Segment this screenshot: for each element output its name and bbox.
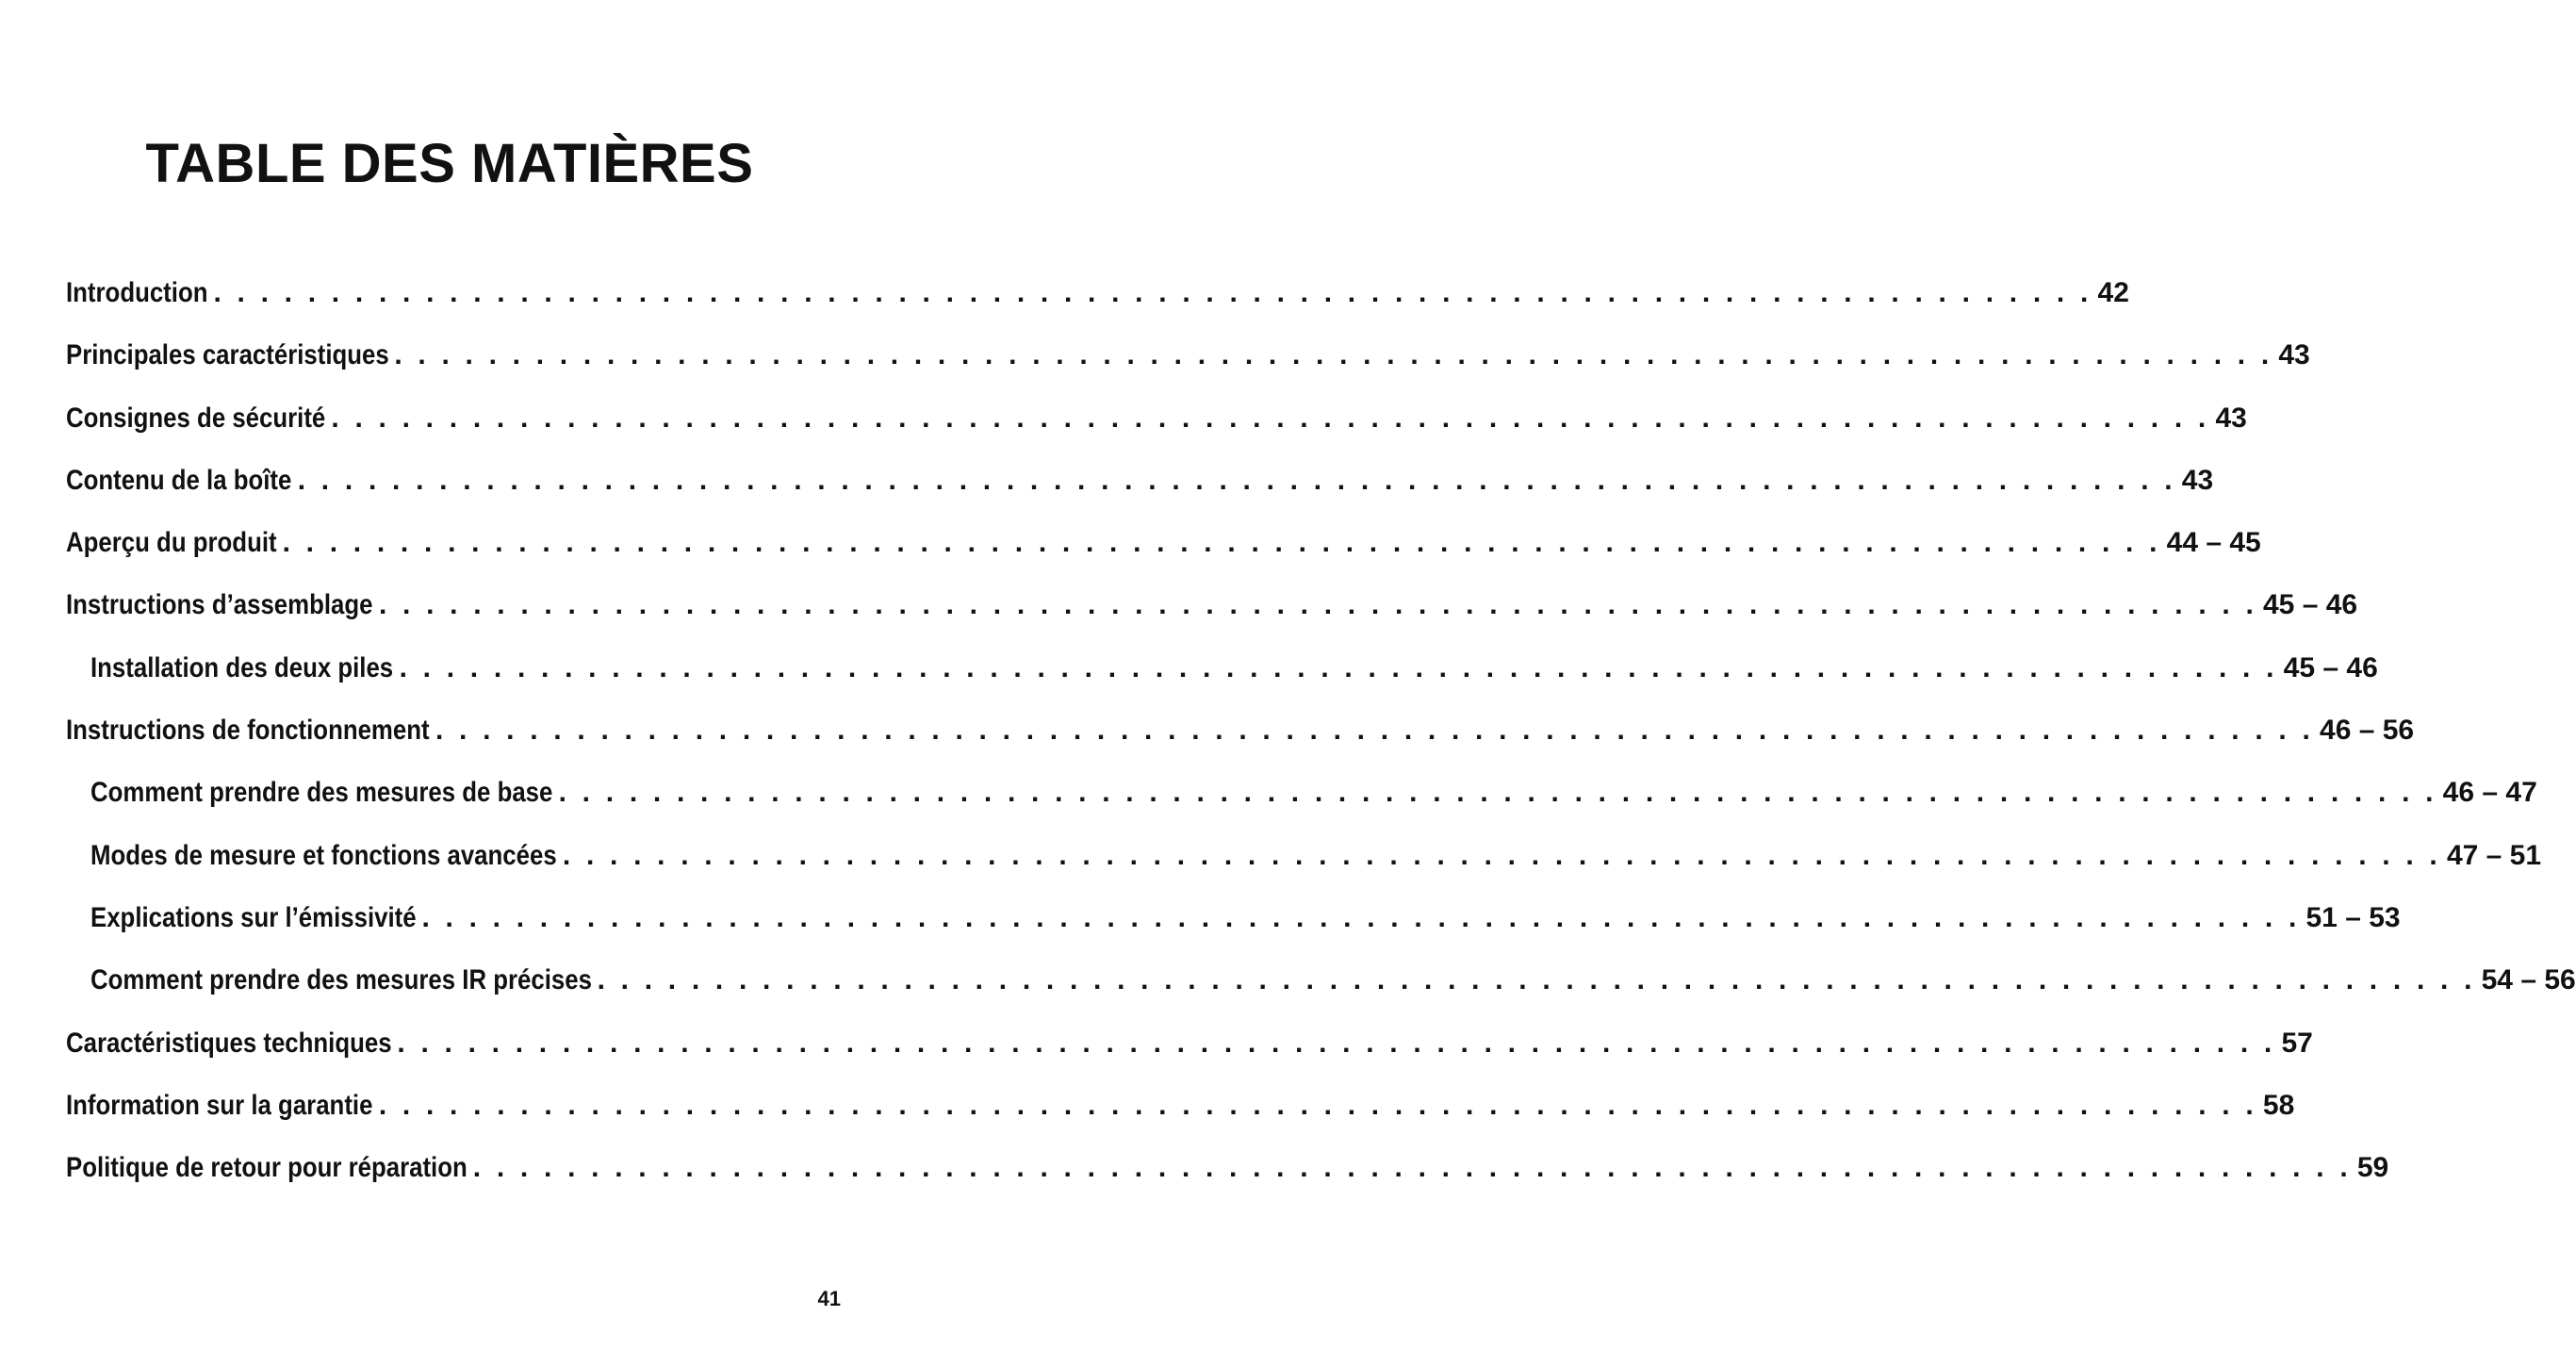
toc-entry-pages: 45 – 46: [2263, 589, 2358, 621]
toc-entry-label: Information sur la garantie: [66, 1089, 373, 1121]
dot-leader: . . . . . . . . . . . . . . . . . . . . . . . . . . . . . . . . . . . . . . . . . . . . . . . . . . . . . . . . . . . . . . . . . . . . . . . . . . . . . . . .: [558, 777, 2437, 809]
dot-leader: . . . . . . . . . . . . . . . . . . . . . . . . . . . . . . . . . . . . . . . . . . . . . . . . . . . . . . . . . . . . . . . . . . . . . . . . . . . . . . . .: [421, 901, 2301, 933]
toc-entry-label: Introduction: [66, 277, 208, 308]
toc-entry-label: Instructions d’assemblage: [66, 589, 373, 621]
dot-leader: . . . . . . . . . . . . . . . . . . . . . . . . . . . . . . . . . . . . . . . . . . . . . . . . . . . . . . . . . . . . . . . . . . . . . . . . . . . . . . . .: [394, 339, 2273, 371]
toc-entry-label: Aperçu du produit: [66, 527, 277, 559]
toc-entry-pages: 58: [2262, 1089, 2295, 1121]
toc-entry-pages: 45 – 46: [2283, 651, 2378, 683]
toc-entry[interactable]: [66, 402, 2247, 465]
toc-entry-label: Instructions de fonctionnement: [66, 715, 430, 747]
toc-entry-label: Comment prendre des mesures de base: [90, 777, 553, 809]
toc-entry-pages: 44 – 45: [2166, 527, 2261, 559]
toc-entry-pages: 43: [2278, 339, 2310, 371]
toc-entry-pages: 57: [2281, 1027, 2313, 1059]
toc-entry[interactable]: [66, 1152, 2389, 1214]
toc-entry-label: Explications sur l’émissivité: [90, 901, 417, 933]
toc-entry[interactable]: [66, 464, 2214, 527]
toc-entry-pages: 42: [2097, 277, 2129, 308]
toc-entry-pages: 46 – 56: [2320, 715, 2415, 747]
toc-entry-pages: 59: [2356, 1152, 2389, 1184]
toc-entry-label: Contenu de la boîte: [66, 464, 292, 496]
toc-entry[interactable]: [66, 715, 2415, 777]
toc-entry-pages: 43: [2181, 464, 2214, 496]
toc-entry[interactable]: [66, 277, 2129, 339]
toc-entry[interactable]: [66, 339, 2310, 402]
toc-entry[interactable]: [66, 527, 2261, 589]
dot-leader: . . . . . . . . . . . . . . . . . . . . . . . . . . . . . . . . . . . . . . . . . . . . . . . . . . . . . . . . . . . . . . . . . . . . . . . . . . . . . . . .: [331, 402, 2210, 434]
dot-leader: . . . . . . . . . . . . . . . . . . . . . . . . . . . . . . . . . . . . . . . . . . . . . . . . . . . . . . . . . . . . . . . . . . . . . . . . . . . . . . . .: [282, 527, 2161, 559]
toc-entry-label: Politique de retour pour réparation: [66, 1152, 468, 1184]
toc-entry[interactable]: [66, 1027, 2313, 1090]
dot-leader: . . . . . . . . . . . . . . . . . . . . . . . . . . . . . . . . . . . . . . . . . . . . . . . . . . . . . . . . . . . . . . . . . . . . . . . . . . . . . . . .: [297, 464, 2176, 496]
dot-leader: . . . . . . . . . . . . . . . . . . . . . . . . . . . . . . . . . . . . . . . . . . . . . . . . . . . . . . . . . . . . . . . . . . . . . . . . . . . . . . . .: [378, 589, 2257, 621]
table-of-contents: [66, 277, 2576, 1214]
toc-entry-pages: 46 – 47: [2442, 777, 2537, 809]
dot-leader: . . . . . . . . . . . . . . . . . . . . . . . . . . . . . . . . . . . . . . . . . . . . . . . . . . . . . . . . . . . . . . . . . . . . . . . . . . . . . . . .: [397, 1027, 2276, 1059]
dot-leader: . . . . . . . . . . . . . . . . . . . . . . . . . . . . . . . . . . . . . . . . . . . . . . . . . . . . . . . . . . . . . . . . . . . . . . . . . . . . . . . .: [562, 839, 2441, 871]
toc-entry[interactable]: [66, 1089, 2295, 1152]
dot-leader: . . . . . . . . . . . . . . . . . . . . . . . . . . . . . . . . . . . . . . . . . . . . . . . . . . . . . . . . . . . . . . . . . . . . . . . . . . . . . . . .: [213, 277, 2092, 308]
toc-entry-pages: 43: [2215, 402, 2247, 434]
toc-entry-pages: 47 – 51: [2446, 839, 2542, 871]
toc-entry-pages: 51 – 53: [2305, 901, 2401, 933]
toc-entry[interactable]: [66, 777, 2537, 839]
toc-entry[interactable]: [66, 651, 2378, 715]
toc-entry[interactable]: [66, 964, 2576, 1027]
toc-entry-label: Caractéristiques techniques: [66, 1027, 392, 1059]
toc-entry[interactable]: [66, 901, 2401, 964]
toc-entry-label: Modes de mesure et fonctions avancées: [90, 839, 557, 871]
dot-leader: . . . . . . . . . . . . . . . . . . . . . . . . . . . . . . . . . . . . . . . . . . . . . . . . . . . . . . . . . . . . . . . . . . . . . . . . . . . . . . . .: [472, 1152, 2352, 1184]
toc-entry-label: Principales caractéristiques: [66, 339, 389, 371]
toc-entry-pages: 54 – 56: [2481, 964, 2576, 996]
toc-entry-label: Consignes de sécurité: [66, 402, 326, 434]
toc-entry[interactable]: [66, 839, 2542, 902]
toc-entry[interactable]: [66, 589, 2358, 651]
dot-leader: . . . . . . . . . . . . . . . . . . . . . . . . . . . . . . . . . . . . . . . . . . . . . . . . . . . . . . . . . . . . . . . . . . . . . . . . . . . . . . . .: [597, 964, 2476, 996]
dot-leader: . . . . . . . . . . . . . . . . . . . . . . . . . . . . . . . . . . . . . . . . . . . . . . . . . . . . . . . . . . . . . . . . . . . . . . . . . . . . . . . .: [435, 715, 2315, 747]
toc-entry-label: Comment prendre des mesures IR précises: [90, 964, 592, 996]
page-number: 41: [817, 1287, 841, 1310]
dot-leader: . . . . . . . . . . . . . . . . . . . . . . . . . . . . . . . . . . . . . . . . . . . . . . . . . . . . . . . . . . . . . . . . . . . . . . . . . . . . . . . .: [399, 651, 2278, 683]
page-title: TABLE DES MATIÈRES: [145, 133, 754, 194]
dot-leader: . . . . . . . . . . . . . . . . . . . . . . . . . . . . . . . . . . . . . . . . . . . . . . . . . . . . . . . . . . . . . . . . . . . . . . . . . . . . . . . .: [378, 1089, 2257, 1121]
toc-entry-label: Installation des deux piles: [90, 651, 394, 683]
